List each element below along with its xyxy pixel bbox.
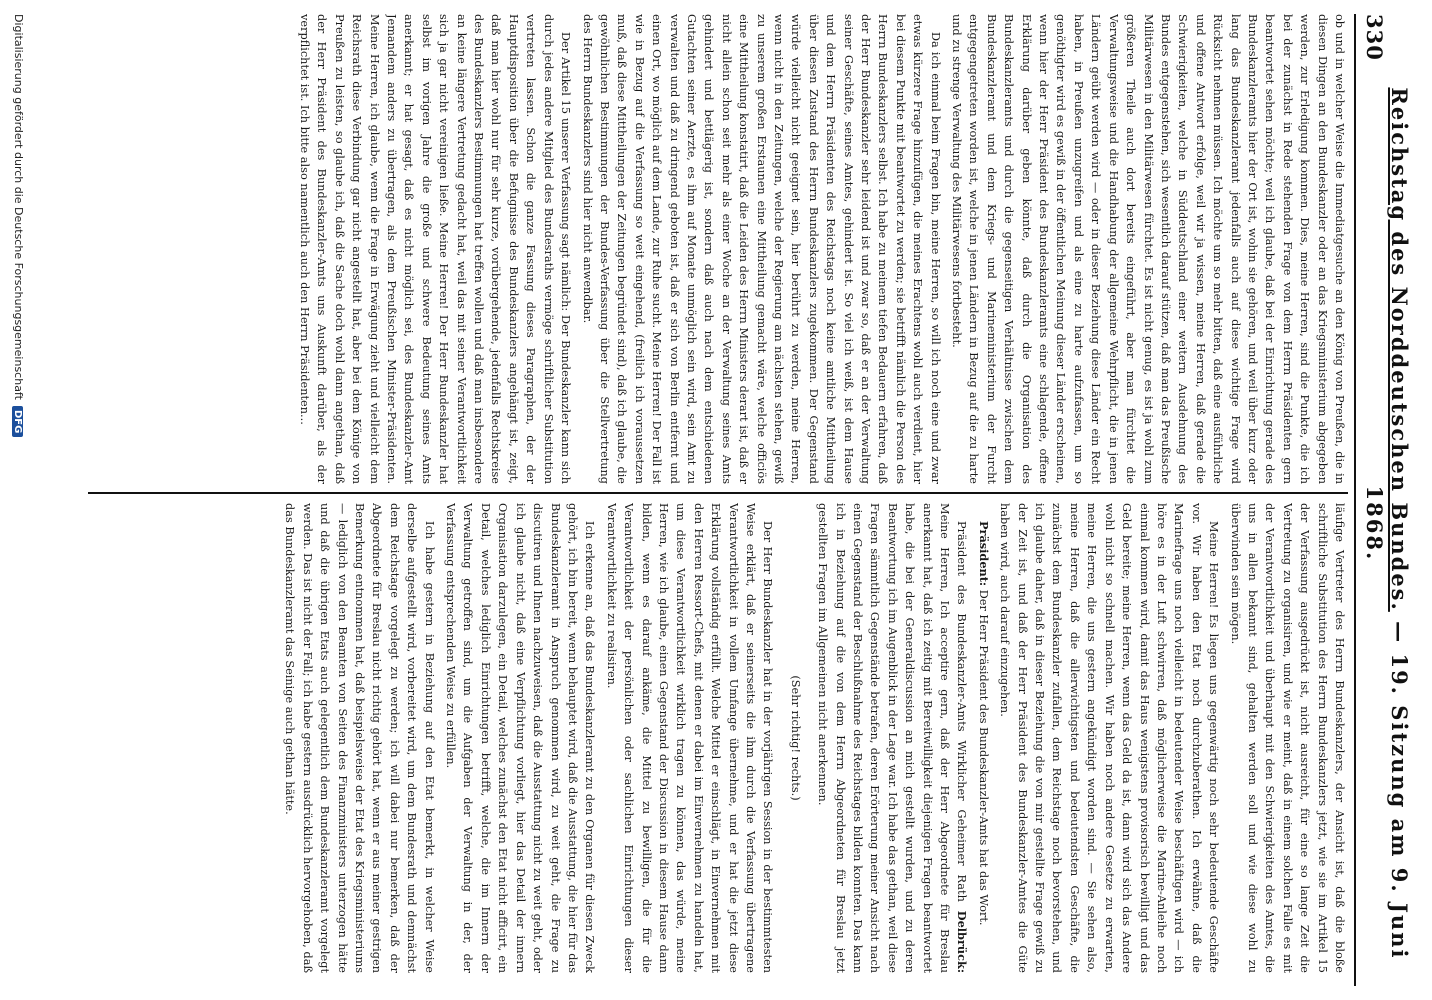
header-rule bbox=[1354, 14, 1356, 986]
president-speech bbox=[974, 503, 991, 973]
paragraph: Da ich einmal beim Fragen bin, meine Herren, so will ich noch eine und zwar etwas kürzere Frage hinzufügen, die meines Erachtens wohl auch verdient, hier bei diesem Punkte mit beantwortet zu werden; sie betrifft nämlich die Person des Herrn Bundeskanzlers selbst. Ich habe zu meinem tiefen Bedauern erfahren, daß der Herr Bundeskanzler sehr leidend ist und zwar so, daß er an der Verwaltung seiner Geschäfte, seines Amtes, gehindert ist. So viel ich weiß, ist dem Hause und dem Herrn Präsidenten des Reichstags noch keine amtliche Mittheilung über diesen Zustand des Herrn Bundeskanzlers zugekommen. Der Gegenstand würde vielleicht nicht geeignet sein, hier berührt zu werden, meine Herren, wenn nicht in den Zeitungen, welche der Regierung am nächsten stehen, gewiß zu unserem großen Erstaunen eine Mittheilung gemacht wäre, welche officiös eine Mittheilung konstatirt, daß die Leiden des Herrn Ministers derart ist, daß er nicht allein schon seit mehr als einer Woche an der Verwaltung seines Amts gehindert und bettlägerig ist, sondern daß auch nach dem entschiedenen Gutachten seiner Aerzte, es ihm auf Monate unmöglich sein wird, sein Amt zu verwalten und daß zu dringend geboten ist, daß er sich von Berlin entfernt und einen Ort, wo möglich auf dem Lande, zur Ruhe sucht. Meine Herren! Der Fall ist wie in Bezug auf die Verfassung so weit eingehend, (freilich ich voraussetzen muß, daß diese Mittheilungen der Zeitungen begründet sind), daß ich glaube, die gewöhnlichen Bestimmungen der Bundes-Verfassung über die Stellvertretung des Herrn Bundeskanzlers sind hier nicht anwendbar. bbox=[580, 14, 942, 484]
right-column bbox=[88, 503, 1348, 973]
column-divider bbox=[88, 492, 1348, 494]
paragraph: ob und in welcher Weise die Immediatgesuche an den König von Preußen, die in diesen Dingen an den Bundeskanzler oder an das Kriegsministerium abgegeben werden, zur Erledigung kommen. Dies, meine Herren, sind die Punkte, die ich bei der zunächst in Rede stehenden Frage von dem Herrn Präsidenten gern beantwortet sehen möchte; weil ich glaube, daß bei der Einrichtung gerade des Bundeskanzleramts hier der Ort ist, wohin sie gehören, und weil über kurz oder lang das Bundeskanzleramt jedenfalls auch auf diese wichtige Frage wird Rücksicht nehmen müssen. Ich möchte um so mehr bitten, daß eine ausführliche und offene Antwort erfolge, weil wir ja wissen, meine Herren, daß gerade die Schwierigkeiten, welche in Süddeutschland einer weitern Ausdehnung des Bundes entgegenstehen, sich wesentlich darauf stützen, daß man das Preußische Militärwesen in den Militärwesen fürchtet. Es ist nicht genug, es ist ja wohl zum größeren Theile auch dort bereits eingeführt, aber man fürchtet die Verwaltungsweise und die Handhabung der allgemeine Wehrpflicht, die in jenen Ländern geübt werden wird — oder in dieser Beziehung diese Länder ein Recht haben, in Preußen unzugreifen und als eine zu harte aufzufassen, um so genöthigter wird es gewiß in der öffentlichen Meinung dieser Länder erscheinen, wenn hier der Herr Präsident des Bundeskanzleramts eine schlagende, offene Erklärung darüber geben könnte, daß durch die Organisation des Bundeskanzleramts und durch die gegenseitigen Verhältnisse zwischen dem Bundeskanzleramt und dem Kriegs- und Marineministerium der Furcht entgegengetreten worden ist, welche in jenen Ländern in Bezug auf die zu harte und zu strenge Verwaltung des Militärwesens fortbesteht. bbox=[950, 14, 1346, 484]
page-header bbox=[1362, 14, 1412, 986]
interjection: (Sehr richtig! rechts.) bbox=[788, 675, 802, 801]
dfg-logo: DFG bbox=[12, 406, 23, 437]
paragraph: läufige Vertreter des Herrn Bundeskanzlers, der Ansicht ist, daß die bloße schriftliche Substitution des Herrn Bundeskanzlers jetzt, wie sie im Artikel 15 der Verfassung ausgedrückt ist, nicht ausreicht, für eine so lange Zeit die Vertretung zu organisiren, und wie er meint, daß in einem solchen Falle es mit der Verantwortlichkeit und überhaupt mit den Schwierigkeiten des Amtes, die uns in allen bekannt sind, gehalten werden soll und wie diese wohl zu überwinden sein mögen. bbox=[1228, 503, 1346, 973]
speech-text: Meine Herren, Ich acceptire gern, daß der Herr Abgeordnete für Breslau anerkannt hat, daß ich zeitig mit Bereitwilligkeit diejenigen Fragen beantwortet habe, die bei der Generaldiscussion an mich gestellt wurden, und zu deren Beantwortung ich im Augenblick in der Lage war. Ich habe das gethan, weil diese Fragen sämmtlich Gegenstände betrafen, deren Erörterung meiner Ansicht nach einen Gegenstand der Beschlußnahme des Reichstages bilden konnten. Das kann ich in Beziehung auf die von dem Herrn Abgeordneten für Breslau jetzt gestellten Fragen im Allgemeinen nicht anerkennen. bbox=[816, 503, 952, 973]
delbrueck-speech bbox=[814, 503, 971, 973]
digitization-credit bbox=[12, 14, 25, 986]
paragraph: Ich erkenne an, daß das Bundeskanzleramt zu den Organen für diesen Zweck gehört, ich bin bereit, wenn behauptet wird, daß die Ausstattung, die hier für das Bundeskanzleramt in Anspruch genommen wird, zu weit geht, die Frage zu discutiren und Ihnen nachzuweisen, daß die Ausstattung nicht zu weit geht, oder ich glaube nicht, daß eine Verpflichtung vorliegt, hier das Detail der innern Organisation darzulegen, ein Detail, welches zunächst den Etat nicht afficirt, ein Detail, welches lediglich Einrichtungen betrifft, welche, die im Innern der Verwaltung getroffen sind, um die Aufgaben der Verwaltung in der, der Verfassung entsprechenden Weise zu erfüllen. bbox=[444, 503, 597, 973]
credit-text: Digitalisierung gefördert durch die Deutsche Forschungsgemeinschaft bbox=[12, 14, 25, 400]
running-head-left: Reichstag des Norddeutschen Bundes. bbox=[1387, 87, 1412, 612]
paragraph: Ich habe gestern in Beziehung auf den Etat bemerkt, in welcher Weise derselbe aufgestellt wird, vorbereitet wird, um dem Bundesrath und demnächst dem Reichstage vorgelegt zu werden; ich will dabei nur bemerken, daß der Abgeordnete für Breslau nicht richtig gehört hat, wenn er aus meiner gestrigen Bemerkung entnommen hat, daß beispielsweise der Etat des Kriegsministeriums — lediglich von den Beamten von Seiten des Finanzministers unterzogen hätte und daß die übrigen Etats auch gelegentlich dem Bundeskanzleramt vorgelegt werden. Das ist nicht der Fall; ich habe gestern ausdrücklich hervorgehoben, daß das Bundeskanzleramt das Seinige auch gethan hätte. bbox=[283, 503, 436, 973]
speaker-label: Präsident: bbox=[976, 521, 991, 587]
paragraph: Der Artikel 15 unserer Verfassung sagt nämlich: Der Bundeskanzler kann sich durch jedes andere Mitglied des Bundesraths vermöge schriftlicher Substitution vertreten lassen. Schon die ganze Fassung dieses Paragraphen, der der Hauptdisposition über die Befugnisse des Bundeskanzlers angehängt ist, zeigt, daß man hier wohl nur für sehr kurze, vorübergehende, jedenfalls Rechtskreise des Bundeskanzlers Bestimmungen hat treffen wollen und daß man insbesondere an keine längere Vertretung gedacht hat, weil das mit seiner Verantwortlichkeit sich ja gar nicht vereinigen ließe. Meine Herren! Der Herr Bundeskanzler hat selbst im vorigen Jahre die große und schwere Bedeutung seines Amts anerkannt; er hat gesagt, daß es nicht möglich sei, des Bundeskanzler-Amt Jemandem anders zu übertragen, als dem Preußischen Minister-Präsidenten. Meine Herren, ich glaube, wenn die Frage in Erwägung zieht und vielleicht dem Reichsrath diese Verbindung gar nicht angestellt hat, aber bei dem Könige von Preußen zu leisten, so glaube ich, daß die Sache doch wohl dann angethan, daß der Herr Präsident des Bundeskanzler-Amts uns Auskunft darüber, als der verpflichtet ist. Ich bitte also namentlich auch den Herrn Präsidenten... bbox=[298, 14, 573, 484]
paragraph: Meine Herren! Es liegen uns gegenwärtig noch sehr bedeutende Geschäfte vor. Wir haben den Etat noch durchzuberathen. Ich erwähne, daß die Marinefrage uns noch vielleicht in bedeutender Weise beschäftigen wird — ich höre es in der Luft schwirren, daß möglicherweise die Marine-Anleihe noch einmal kommen wird, damit das Haus wenigstens provisorisch bewilligt und das Geld bereite; meine Herren, wenn das Geld da ist, dann wird sich das Andere wohl nicht so schnell machen. Wir haben noch andere Gesetze zu erwarten, meine Herren, die uns gestern angekündigt worden sind. — Sie sehen also, meine Herren, daß die allerwichtigsten und bedeutendsten Geschäfte, die zunächst dem Bundeskanzler zufallen, dem Reichstage noch bevorstehen, und ich glaube daher, daß in dieser Beziehung die von mir gestellte Frage gewiß zu der Zeit ist, und daß der Herr Präsident des Bundeskanzler-Amtes die Güte haben wird, auch darauf einzugehen. bbox=[998, 503, 1221, 973]
speaker-label: Delbrück: bbox=[955, 910, 970, 973]
running-head-right: 19. Sitzung am 9. Juni 1868. bbox=[1362, 485, 1412, 960]
running-head-separator: — bbox=[1387, 621, 1412, 645]
speaker-intro: Präsident des Bundeskanzler-Amts Wirklicher Geheimer Rath bbox=[955, 521, 969, 902]
speech-text: Der Herr Präsident des Bundeskanzler-Amts hat das Wort. bbox=[976, 589, 990, 926]
running-head bbox=[1362, 61, 1412, 986]
left-column bbox=[88, 14, 1348, 484]
page-number: 330 bbox=[1362, 14, 1387, 61]
paragraph: Der Herr Bundeskanzler hat in der vorjährigen Session in der bestimmtesten Weise erklärt, daß er seinerseits die ihm durch die Verfassung übertragene Verantwortlichkeit in vollem Umfange übernehme, und er hat die jetzt diese Erklärung vollständig erfüllt. Welche Mittel er einschlägt, in Einvernehmen mit den Herren Ressort-Chefs, mit denen er dabei im Einvernehmen zu handeln hat, um diese Verantwortlichkeit wirklich tragen zu können, das würde, meine Herren, wie ich glaube, einen Gegenstand der Discussion in diesem Hause dann bilden, wenn es darauf ankäme, die Mittel zu bewilligen, die für die Verantwortlichkeit der persönlichen oder sachlichen Einrichtungen dieser Verantwortlichkeit zu realisiren. bbox=[604, 503, 775, 973]
